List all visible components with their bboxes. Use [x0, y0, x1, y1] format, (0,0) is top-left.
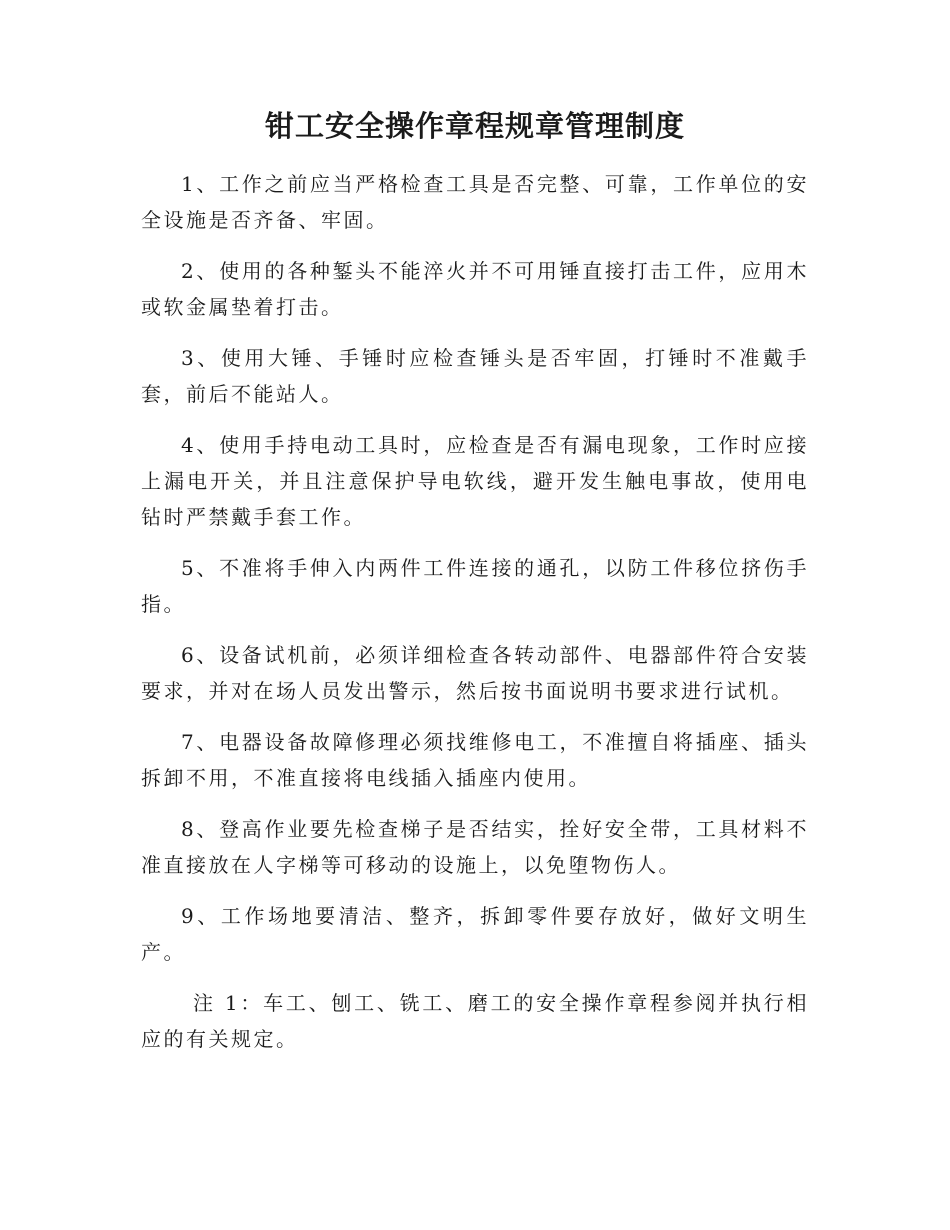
- rule-paragraph-7: 7、电器设备故障修理必须找维修电工，不准擅自将插座、插头拆卸不用，不准直接将电线插入插座内使用。: [141, 730, 809, 790]
- rule-paragraph-6: 6、设备试机前，必须详细检查各转动部件、电器部件符合安装要求，并对在场人员发出警示，然后按书面说明书要求进行试机。: [141, 643, 809, 703]
- rule-paragraph-5: 5、不准将手伸入内两件工件连接的通孔，以防工件移位挤伤手指。: [141, 556, 809, 616]
- rule-paragraph-4: 4、使用手持电动工具时，应检查是否有漏电现象，工作时应接上漏电开关，并且注意保护导电软线，避开发生触电事故，使用电钻时严禁戴手套工作。: [141, 433, 809, 529]
- rule-paragraph-1: 1、工作之前应当严格检查工具是否完整、可靠，工作单位的安全设施是否齐备、牢固。: [141, 172, 809, 232]
- rule-paragraph-3: 3、使用大锤、手锤时应检查锤头是否牢固，打锤时不准戴手套，前后不能站人。: [141, 346, 809, 406]
- document-body: [141, 166, 809, 1072]
- rule-paragraph-9: 9、工作场地要清洁、整齐，拆卸零件要存放好，做好文明生产。: [141, 904, 809, 964]
- rule-paragraph-2: 2、使用的各种錾头不能淬火并不可用锤直接打击工件，应用木或软金属垫着打击。: [141, 259, 809, 319]
- document-title: 钳工安全操作章程规章管理制度: [264, 109, 685, 143]
- note-paragraph: 注 1：车工、刨工、铣工、磨工的安全操作章程参阅并执行相应的有关规定。: [141, 991, 809, 1051]
- rule-paragraph-8: 8、登高作业要先检查梯子是否结实，拴好安全带，工具材料不准直接放在人字梯等可移动的设施上，以免堕物伤人。: [141, 817, 809, 877]
